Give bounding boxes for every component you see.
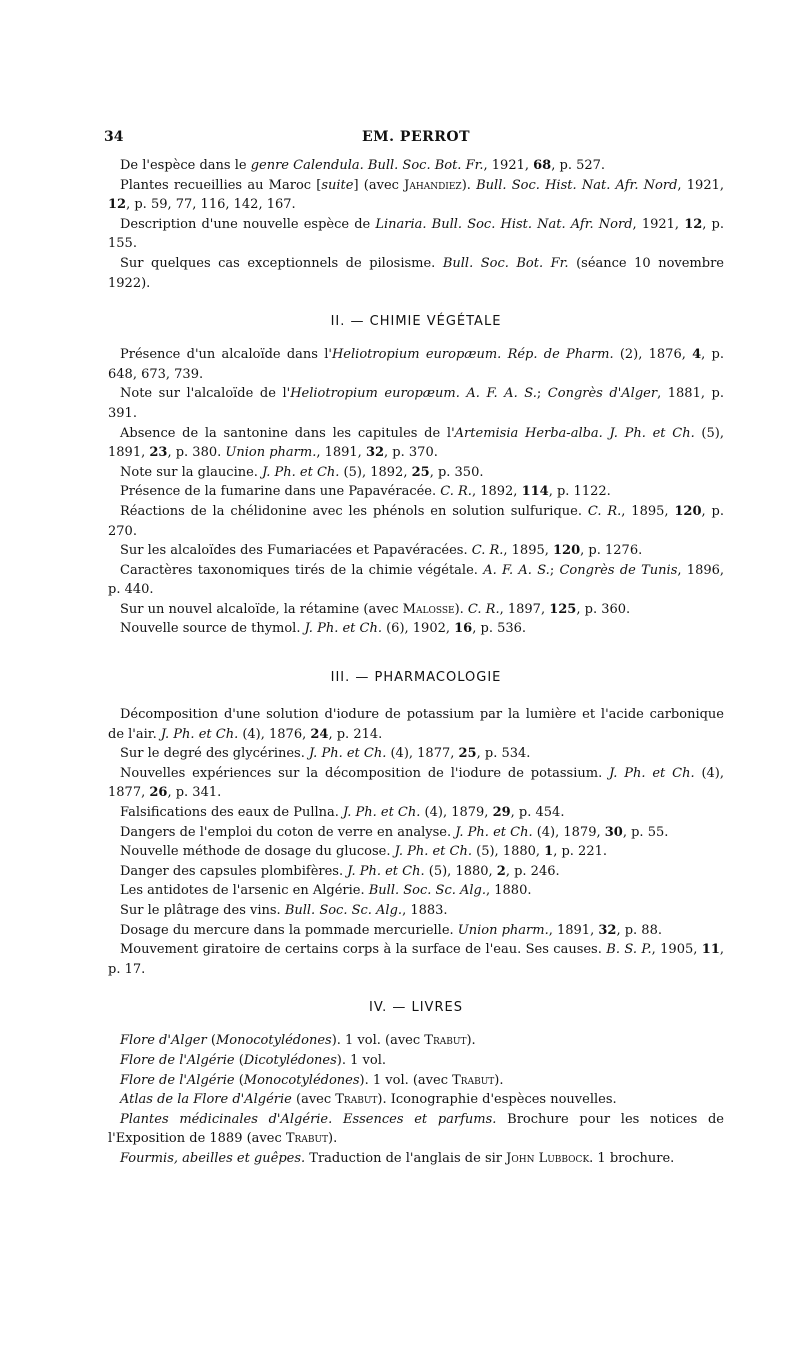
page-header — [104, 128, 724, 154]
bibliography-entry: Sur quelques cas exceptionnels de pilosisme. Bull. Soc. Bot. Fr. (séance 10 novembre 1922). — [108, 255, 724, 291]
section-livres — [108, 999, 724, 1168]
bibliography-entry: Présence de la fumarine dans une Papavéracée. C. R., 1892, 114, p. 1122. — [120, 484, 611, 500]
section-botany-continued — [108, 156, 724, 293]
bibliography-entry: Plantes recueillies au Maroc [suite] (avec Jahandiez). Bull. Soc. Hist. Nat. Afr. Nord, 1921, 12, p. 59, 77, 116, 142, 167. — [108, 177, 724, 213]
bibliography-entry: Danger des capsules plombifères. J. Ph. et Ch. (5), 1880, 2, p. 246. — [120, 863, 560, 879]
bibliography-entry: De l'espèce dans le genre Calendula. Bull. Soc. Bot. Fr., 1921, 68, p. 527. — [120, 158, 606, 173]
section-chimie-vegetale — [108, 313, 724, 639]
bibliography-entry: Les antidotes de l'arsenic en Algérie. Bull. Soc. Sc. Alg., 1880. — [120, 883, 532, 899]
bibliography-entry: Description d'une nouvelle espèce de Linaria. Bull. Soc. Hist. Nat. Afr. Nord, 1921, 12, p. 155. — [108, 216, 725, 252]
page-number: 34 — [104, 129, 124, 145]
section-heading: II. — CHIMIE VÉGÉTALE — [330, 314, 502, 330]
document-page — [104, 128, 725, 1169]
bibliography-entry: Nouvelles expériences sur la décomposition de l'iodure de potassium. J. Ph. et Ch. (4), 1877, 26, p. 341. — [108, 765, 724, 801]
bibliography-entry: Note sur l'alcaloïde de l'Heliotropium europæum. A. F. A. S.; Congrès d'Alger, 1881, p. 391. — [108, 386, 724, 421]
bibliography-entry: Plantes médicinales d'Algérie. Essences et parfums. Brochure pour les notices de l'Exposition de 1889 (avec Trabut). — [108, 1111, 724, 1147]
bibliography-entry: Sur les alcaloïdes des Fumariacées et Papavéracées. C. R., 1895, 120, p. 1276. — [120, 543, 643, 559]
bibliography-entry: Décomposition d'une solution d'iodure de potassium par la lumière et l'acide carbonique de l'air. J. Ph. et Ch. (4), 1876, 24, p. 214. — [108, 707, 724, 742]
bibliography-entry: Absence de la santonine dans les capitules de l'Artemisia Herba-alba. J. Ph. et Ch. (5), 1891, 23, p. 380. Union pharm., 1891, 32, p. 370. — [108, 425, 724, 461]
bibliography-entry: Flore de l'Algérie (Monocotylédones). 1 vol. (avec Trabut). — [120, 1072, 504, 1088]
bibliography-entry: Nouvelle source de thymol. J. Ph. et Ch. (6), 1902, 16, p. 536. — [120, 621, 527, 637]
bibliography-entry: Caractères taxonomiques tirés de la chimie végétale. A. F. A. S.; Congrès de Tunis, 1896, p. 440. — [108, 562, 725, 598]
bibliography-entry: Sur le degré des glycérines. J. Ph. et Ch. (4), 1877, 25, p. 534. — [120, 746, 531, 762]
bibliography-entry: Flore d'Alger (Monocotylédones). 1 vol. (avec Trabut). — [120, 1033, 476, 1049]
section-heading: III. — PHARMACOLOGIE — [330, 670, 502, 686]
section-pharmacologie — [108, 669, 724, 979]
section-heading: IV. — LIVRES — [369, 1000, 463, 1016]
bibliography-entry: Fourmis, abeilles et guêpes. Traduction de l'anglais de sir John Lubbock. 1 brochure. — [120, 1150, 675, 1166]
bibliography-entry: Sur le plâtrage des vins. Bull. Soc. Sc. Alg., 1883. — [120, 903, 448, 918]
bibliography-entry: Sur un nouvel alcaloïde, la rétamine (avec Malosse). C. R., 1897, 125, p. 360. — [120, 601, 631, 617]
bibliography-entry: Note sur la glaucine. J. Ph. et Ch. (5), 1892, 25, p. 350. — [120, 464, 484, 480]
running-head: EM. PERROT — [362, 129, 470, 145]
bibliography-entry: Atlas de la Flore d'Algérie (avec Trabut). Iconographie d'espèces nouvelles. — [120, 1092, 617, 1108]
bibliography-entry: Falsifications des eaux de Pullna. J. Ph. et Ch. (4), 1879, 29, p. 454. — [120, 805, 565, 821]
bibliography-entry: Dangers de l'emploi du coton de verre en analyse. J. Ph. et Ch. (4), 1879, 30, p. 55. — [120, 824, 669, 840]
bibliography-entry: Nouvelle méthode de dosage du glucose. J. Ph. et Ch. (5), 1880, 1, p. 221. — [120, 844, 607, 860]
bibliography-entry: Mouvement giratoire de certains corps à la surface de l'eau. Ses causes. B. S. P., 1905, 11, p. 17. — [108, 942, 725, 977]
bibliography-entry: Présence d'un alcaloïde dans l'Heliotropium europæum. Rép. de Pharm. (2), 1876, 4, p. 648, 673, 739. — [108, 347, 724, 382]
bibliography-entry: Réactions de la chélidonine avec les phénols en solution sulfurique. C. R., 1895, 120, p. 270. — [108, 503, 724, 539]
bibliography-entry: Dosage du mercure dans la pommade mercurielle. Union pharm., 1891, 32, p. 88. — [120, 922, 662, 938]
bibliography-entry: Flore de l'Algérie (Dicotylédones). 1 vol. — [120, 1052, 386, 1068]
